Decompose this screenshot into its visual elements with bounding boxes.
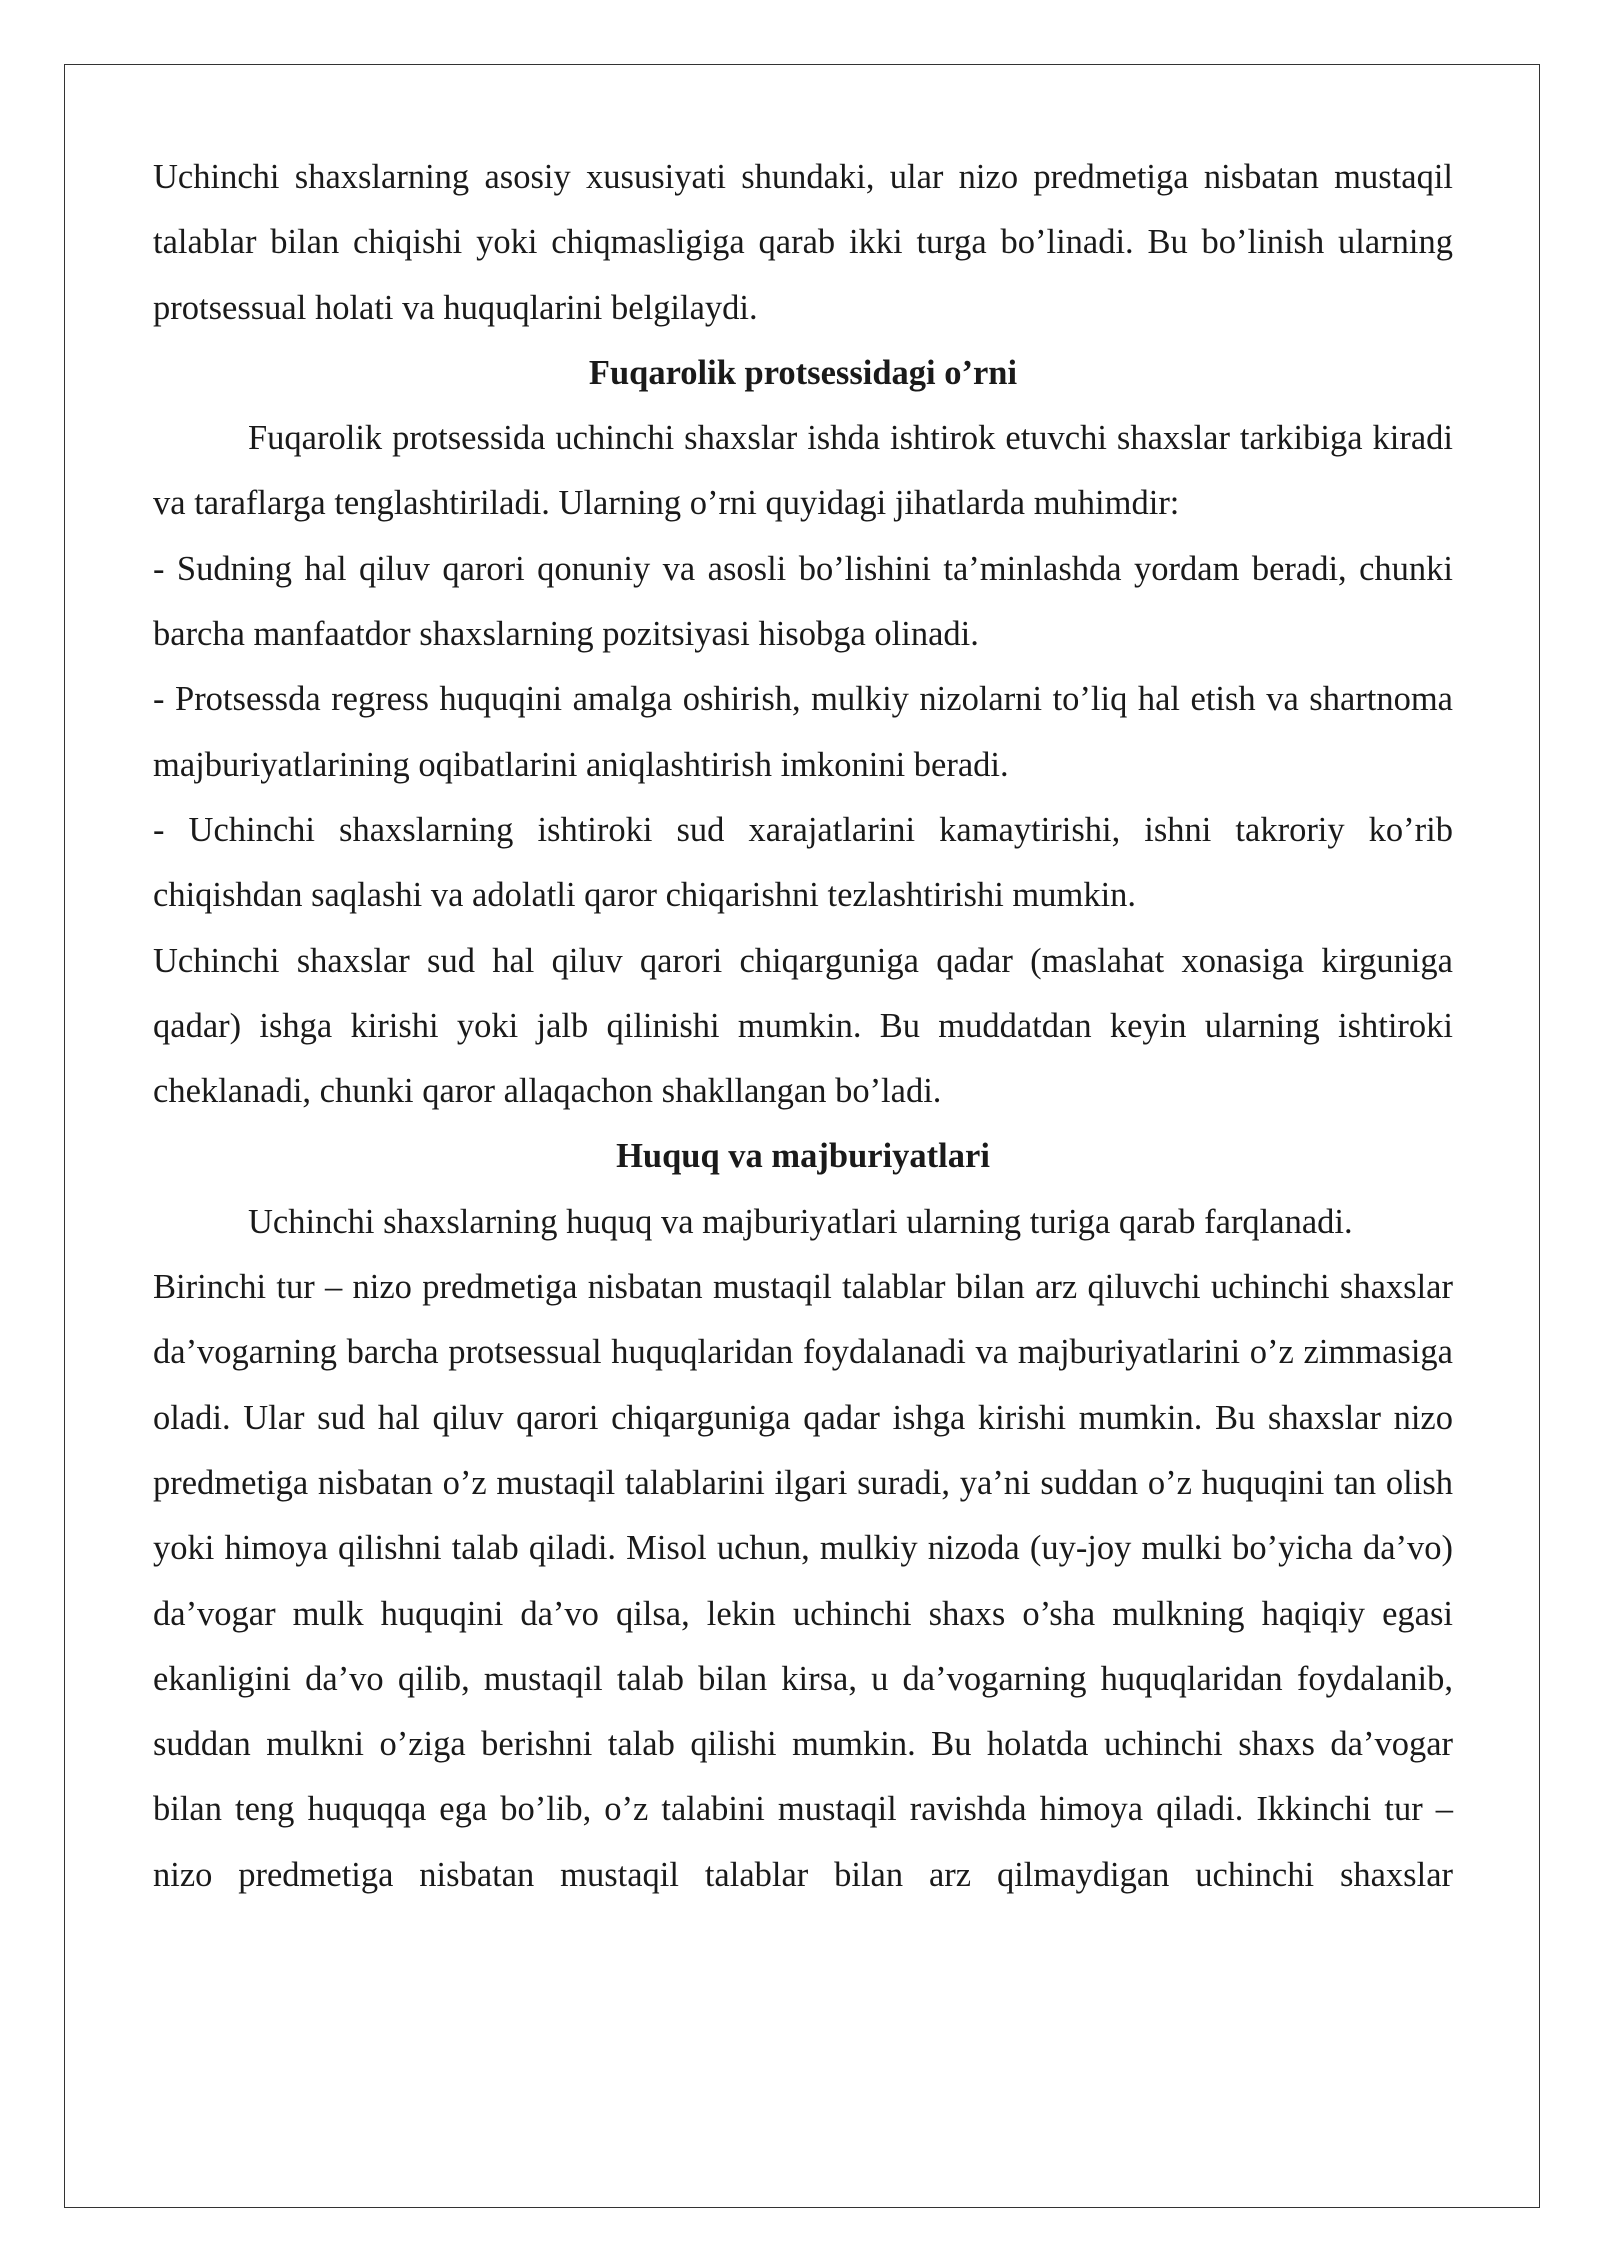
paragraph-4: Uchinchi shaxslarning huquq va majburiyatlari ularning turiga qarab farqlanadi.: [248, 1202, 1353, 1241]
list-item-3: - Uchinchi shaxslarning ishtiroki sud xarajatlarini kamaytirishi, ishni takroriy ko’rib chiqishdan saqlashi va adolatli qaror chiqarishni tezlashtirishi mumkin.: [153, 810, 1453, 915]
document-body: [153, 145, 1453, 1908]
section-heading-role: Fuqarolik protsessidagi o’rni: [588, 353, 1018, 392]
list-item-1: - Sudning hal qiluv qarori qonuniy va asosli bo’lishini ta’minlashda yordam beradi, chunki barcha manfaatdor shaxslarning pozitsiyasi hisobga olinadi.: [153, 549, 1453, 654]
paragraph-3: Uchinchi shaxslar sud hal qiluv qarori chiqarguniga qadar (maslahat xonasiga kirguniga qadar) ishga kirishi yoki jalb qilinishi mumkin. Bu muddatdan keyin ularning ishtiroki cheklanadi, chunki qaror allaqachon shakllangan bo’ladi.: [153, 941, 1453, 1111]
paragraph-1: Uchinchi shaxslarning asosiy xususiyati shundaki, ular nizo predmetiga nisbatan mustaqil talablar bilan chiqishi yoki chiqmasligiga qarab ikki turga bo’linadi. Bu bo’linish ularning protsessual holati va huquqlarini belgilaydi.: [153, 158, 1453, 327]
paragraph-2: Fuqarolik protsessida uchinchi shaxslar ishda ishtirok etuvchi shaxslar tarkibiga kiradi va taraflarga tenglashtiriladi. Ularning o’rni quyidagi jihatlarda muhimdir:: [153, 419, 1453, 523]
list-item-2: - Protsessda regress huquqini amalga oshirish, mulkiy nizolarni to’liq hal etish va shartnoma majburiyatlarining oqibatlarini aniqlashtirish imkonini beradi.: [153, 680, 1453, 784]
paragraph-5: Birinchi tur – nizo predmetiga nisbatan mustaqil talablar bilan arz qiluvchi uchinchi shaxslar da’vogarning barcha protsessual huquqlaridan foydalanadi va majburiyatlarini o’z zimmasiga oladi. Ular sud hal qiluv qarori chiqarguniga qadar ishga kirishi mumkin. Bu shaxslar nizo predmetiga nisbatan o’z mustaqil talablarini ilgari suradi, ya’ni suddan o’z huquqini tan olish yoki himoya qilishni talab qiladi. Misol uchun, mulkiy nizoda (uy-joy mulki bo’yicha da’vo) da’vogar mulk huquqini da’vo qilsa, lekin uchinchi shaxs o’sha mulkning haqiqiy egasi ekanligini da’vo qilib, mustaqil talab bilan kirsa, u da’vogarning huquqlaridan foydalanib, suddan mulkni o’ziga berishni talab qilishi mumkin. Bu holatda uchinchi shaxs da’vogar bilan teng huquqqa ega bo’lib, o’z talabini mustaqil ravishda himoya qiladi. Ikkinchi tur – nizo predmetiga nisbatan mustaqil talablar bilan arz qilmaydigan uchinchi shaxslar: [153, 1268, 1453, 1894]
section-heading-rights: Huquq va majburiyatlari: [616, 1137, 990, 1176]
